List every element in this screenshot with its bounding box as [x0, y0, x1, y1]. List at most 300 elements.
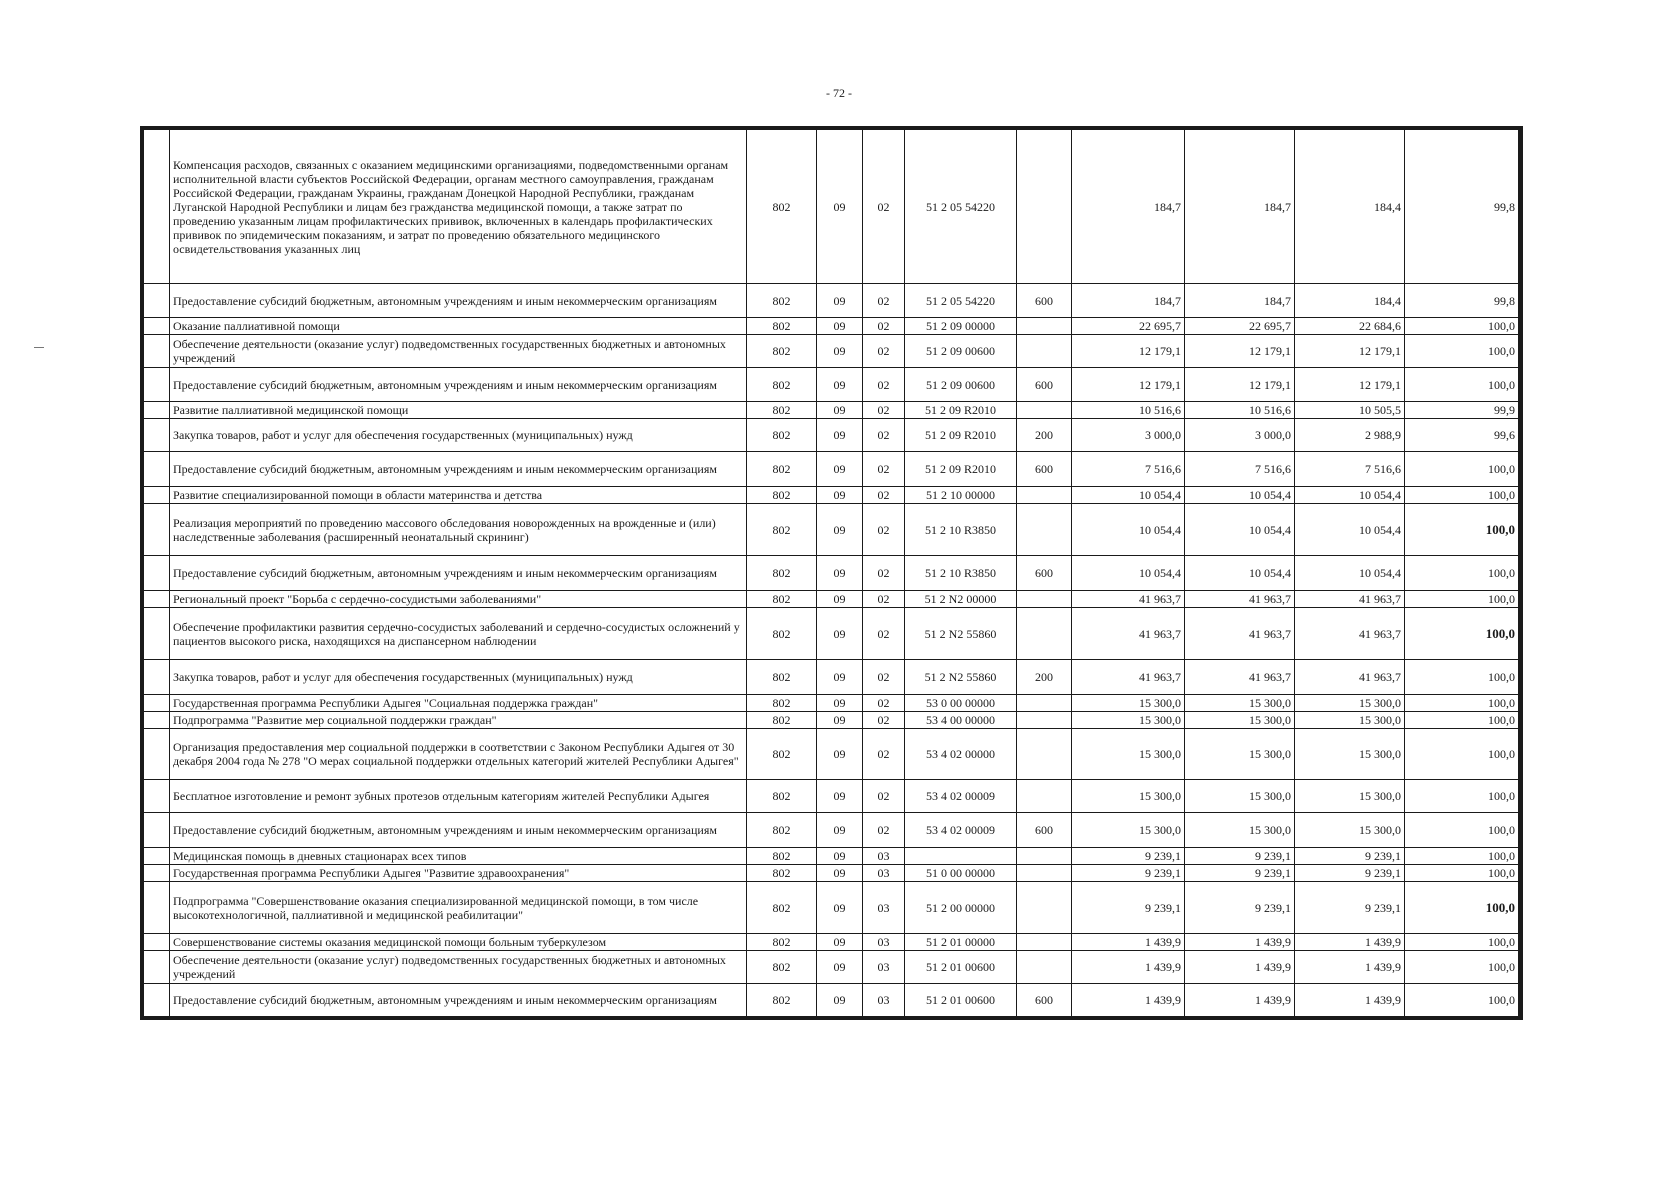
- table-row: [144, 556, 1519, 591]
- execution-percent: 100,0: [1405, 848, 1519, 865]
- grbs-code: 802: [747, 865, 817, 882]
- table-row: [144, 368, 1519, 402]
- section-code: 09: [817, 318, 863, 335]
- grbs-code: 802: [747, 780, 817, 813]
- approved-amount: 10 054,4: [1072, 556, 1185, 591]
- target-article-code: 53 4 02 00009: [905, 813, 1017, 848]
- execution-percent: 100,0: [1405, 660, 1519, 695]
- expense-type-code: 600: [1017, 452, 1072, 487]
- approved-amount: 184,7: [1072, 130, 1185, 284]
- item-name: Реализация мероприятий по проведению массового обследования новорожденных на врожденные и (или) наследственные заболевания (расширенный неонатальный скрининг): [170, 504, 747, 556]
- table-row: [144, 951, 1519, 984]
- expense-type-code: [1017, 504, 1072, 556]
- grbs-code: 802: [747, 452, 817, 487]
- approved-amount: 1 439,9: [1072, 934, 1185, 951]
- target-article-code: 51 2 05 54220: [905, 284, 1017, 318]
- row-marker-cell: [144, 487, 170, 504]
- executed-amount: 15 300,0: [1295, 780, 1405, 813]
- row-marker-cell: [144, 556, 170, 591]
- budget-table-frame: [140, 126, 1523, 1020]
- subsection-code: 02: [863, 335, 905, 368]
- grbs-code: 802: [747, 130, 817, 284]
- executed-amount: 22 684,6: [1295, 318, 1405, 335]
- executed-amount: 12 179,1: [1295, 368, 1405, 402]
- expense-type-code: [1017, 608, 1072, 660]
- grbs-code: 802: [747, 591, 817, 608]
- item-name: Развитие паллиативной медицинской помощи: [170, 402, 747, 419]
- item-name: Медицинская помощь в дневных стационарах всех типов: [170, 848, 747, 865]
- expense-type-code: [1017, 487, 1072, 504]
- section-code: 09: [817, 848, 863, 865]
- subsection-code: 02: [863, 813, 905, 848]
- section-code: 09: [817, 712, 863, 729]
- table-row: [144, 695, 1519, 712]
- table-row: [144, 335, 1519, 368]
- executed-amount: 184,4: [1295, 284, 1405, 318]
- subsection-code: 02: [863, 487, 905, 504]
- executed-amount: 184,4: [1295, 130, 1405, 284]
- refined-amount: 1 439,9: [1185, 934, 1295, 951]
- row-marker-cell: [144, 813, 170, 848]
- section-code: 09: [817, 504, 863, 556]
- target-article-code: 51 2 00 00000: [905, 882, 1017, 934]
- target-article-code: 51 2 N2 55860: [905, 608, 1017, 660]
- approved-amount: 9 239,1: [1072, 848, 1185, 865]
- margin-mark: [34, 347, 44, 348]
- row-marker-cell: [144, 660, 170, 695]
- item-name: Подпрограмма "Развитие мер социальной поддержки граждан": [170, 712, 747, 729]
- refined-amount: 7 516,6: [1185, 452, 1295, 487]
- row-marker-cell: [144, 865, 170, 882]
- refined-amount: 15 300,0: [1185, 780, 1295, 813]
- item-name: Предоставление субсидий бюджетным, автономным учреждениям и иным некоммерческим организациям: [170, 984, 747, 1017]
- executed-amount: 9 239,1: [1295, 848, 1405, 865]
- subsection-code: 02: [863, 556, 905, 591]
- refined-amount: 12 179,1: [1185, 368, 1295, 402]
- grbs-code: 802: [747, 318, 817, 335]
- table-row: [144, 504, 1519, 556]
- approved-amount: 41 963,7: [1072, 608, 1185, 660]
- grbs-code: 802: [747, 951, 817, 984]
- execution-percent: 100,0: [1405, 504, 1519, 556]
- approved-amount: 3 000,0: [1072, 419, 1185, 452]
- target-article-code: 51 2 09 00000: [905, 318, 1017, 335]
- item-name: Государственная программа Республики Адыгея "Социальная поддержка граждан": [170, 695, 747, 712]
- subsection-code: 02: [863, 729, 905, 780]
- section-code: 09: [817, 335, 863, 368]
- approved-amount: 1 439,9: [1072, 951, 1185, 984]
- expense-type-code: [1017, 865, 1072, 882]
- section-code: 09: [817, 452, 863, 487]
- approved-amount: 15 300,0: [1072, 695, 1185, 712]
- grbs-code: 802: [747, 934, 817, 951]
- section-code: 09: [817, 419, 863, 452]
- row-marker-cell: [144, 712, 170, 729]
- target-article-code: 53 4 02 00009: [905, 780, 1017, 813]
- expense-type-code: 200: [1017, 660, 1072, 695]
- approved-amount: 10 516,6: [1072, 402, 1185, 419]
- expense-type-code: [1017, 402, 1072, 419]
- approved-amount: 7 516,6: [1072, 452, 1185, 487]
- target-article-code: 51 2 10 R3850: [905, 504, 1017, 556]
- table-row: [144, 419, 1519, 452]
- executed-amount: 1 439,9: [1295, 984, 1405, 1017]
- refined-amount: 22 695,7: [1185, 318, 1295, 335]
- executed-amount: 10 054,4: [1295, 556, 1405, 591]
- item-name: Обеспечение деятельности (оказание услуг) подведомственных государственных бюджетных и автономных учреждений: [170, 951, 747, 984]
- expense-type-code: [1017, 318, 1072, 335]
- grbs-code: 802: [747, 419, 817, 452]
- execution-percent: 99,8: [1405, 284, 1519, 318]
- execution-percent: 100,0: [1405, 591, 1519, 608]
- row-marker-cell: [144, 984, 170, 1017]
- executed-amount: 1 439,9: [1295, 934, 1405, 951]
- refined-amount: 41 963,7: [1185, 608, 1295, 660]
- item-name: Предоставление субсидий бюджетным, автономным учреждениям и иным некоммерческим организациям: [170, 452, 747, 487]
- item-name: Региональный проект "Борьба с сердечно-сосудистыми заболеваниями": [170, 591, 747, 608]
- approved-amount: 12 179,1: [1072, 368, 1185, 402]
- execution-percent: 100,0: [1405, 556, 1519, 591]
- subsection-code: 03: [863, 934, 905, 951]
- subsection-code: 02: [863, 608, 905, 660]
- row-marker-cell: [144, 284, 170, 318]
- table-row: [144, 608, 1519, 660]
- execution-percent: 100,0: [1405, 984, 1519, 1017]
- row-marker-cell: [144, 452, 170, 487]
- approved-amount: 41 963,7: [1072, 591, 1185, 608]
- table-row: [144, 591, 1519, 608]
- target-article-code: 51 2 N2 55860: [905, 660, 1017, 695]
- item-name: Предоставление субсидий бюджетным, автономным учреждениям и иным некоммерческим организациям: [170, 368, 747, 402]
- section-code: 09: [817, 813, 863, 848]
- executed-amount: 41 963,7: [1295, 591, 1405, 608]
- execution-percent: 99,6: [1405, 419, 1519, 452]
- expense-type-code: [1017, 335, 1072, 368]
- refined-amount: 15 300,0: [1185, 729, 1295, 780]
- executed-amount: 10 054,4: [1295, 504, 1405, 556]
- table-row: [144, 813, 1519, 848]
- refined-amount: 184,7: [1185, 284, 1295, 318]
- table-row: [144, 729, 1519, 780]
- expense-type-code: [1017, 130, 1072, 284]
- section-code: 09: [817, 951, 863, 984]
- approved-amount: 9 239,1: [1072, 865, 1185, 882]
- expense-type-code: [1017, 951, 1072, 984]
- execution-percent: 100,0: [1405, 712, 1519, 729]
- executed-amount: 15 300,0: [1295, 695, 1405, 712]
- table-row: [144, 865, 1519, 882]
- subsection-code: 03: [863, 865, 905, 882]
- item-name: Государственная программа Республики Адыгея "Развитие здравоохранения": [170, 865, 747, 882]
- refined-amount: 9 239,1: [1185, 865, 1295, 882]
- grbs-code: 802: [747, 729, 817, 780]
- item-name: Бесплатное изготовление и ремонт зубных протезов отдельным категориям жителей Республики Адыгея: [170, 780, 747, 813]
- row-marker-cell: [144, 882, 170, 934]
- target-article-code: 51 0 00 00000: [905, 865, 1017, 882]
- execution-percent: 100,0: [1405, 780, 1519, 813]
- refined-amount: 41 963,7: [1185, 660, 1295, 695]
- refined-amount: 15 300,0: [1185, 712, 1295, 729]
- approved-amount: 10 054,4: [1072, 487, 1185, 504]
- grbs-code: 802: [747, 882, 817, 934]
- target-article-code: 51 2 10 R3850: [905, 556, 1017, 591]
- approved-amount: 1 439,9: [1072, 984, 1185, 1017]
- target-article-code: 53 4 00 00000: [905, 712, 1017, 729]
- item-name: Оказание паллиативной помощи: [170, 318, 747, 335]
- subsection-code: 02: [863, 130, 905, 284]
- approved-amount: 15 300,0: [1072, 780, 1185, 813]
- section-code: 09: [817, 130, 863, 284]
- target-article-code: 51 2 01 00600: [905, 951, 1017, 984]
- execution-percent: 100,0: [1405, 934, 1519, 951]
- budget-rows: [144, 130, 1519, 1017]
- budget-table: [143, 129, 1519, 1017]
- subsection-code: 02: [863, 695, 905, 712]
- item-name: Компенсация расходов, связанных с оказанием медицинскими организациями, подведомственными органам исполнительной власти субъектов Российской Федерации, органам местного самоуправления, гражданам Российской Федерации, гражданам Украины, гражданам Донецкой Народной Республики, гражданам Луганской Народной Республики и лицам без гражданства медицинской помощи, а также затрат по проведению указанным лицам профилактических прививок, включенных в календарь профилактических прививок по эпидемическим показаниям, и затрат по проведению обязательного медицинского освидетельствования указанных лиц: [170, 130, 747, 284]
- refined-amount: 1 439,9: [1185, 951, 1295, 984]
- grbs-code: 802: [747, 712, 817, 729]
- section-code: 09: [817, 729, 863, 780]
- row-marker-cell: [144, 318, 170, 335]
- execution-percent: 99,9: [1405, 402, 1519, 419]
- item-name: Развитие специализированной помощи в области материнства и детства: [170, 487, 747, 504]
- execution-percent: 100,0: [1405, 335, 1519, 368]
- expense-type-code: [1017, 695, 1072, 712]
- approved-amount: 184,7: [1072, 284, 1185, 318]
- row-marker-cell: [144, 335, 170, 368]
- subsection-code: 02: [863, 660, 905, 695]
- table-row: [144, 487, 1519, 504]
- execution-percent: 100,0: [1405, 729, 1519, 780]
- subsection-code: 03: [863, 848, 905, 865]
- table-row: [144, 780, 1519, 813]
- item-name: Предоставление субсидий бюджетным, автономным учреждениям и иным некоммерческим организациям: [170, 813, 747, 848]
- subsection-code: 02: [863, 368, 905, 402]
- row-marker-cell: [144, 368, 170, 402]
- execution-percent: 100,0: [1405, 608, 1519, 660]
- section-code: 09: [817, 660, 863, 695]
- table-row: [144, 660, 1519, 695]
- executed-amount: 10 054,4: [1295, 487, 1405, 504]
- row-marker-cell: [144, 419, 170, 452]
- section-code: 09: [817, 780, 863, 813]
- grbs-code: 802: [747, 813, 817, 848]
- section-code: 09: [817, 934, 863, 951]
- subsection-code: 03: [863, 951, 905, 984]
- expense-type-code: 600: [1017, 813, 1072, 848]
- section-code: 09: [817, 865, 863, 882]
- item-name: Совершенствование системы оказания медицинской помощи больным туберкулезом: [170, 934, 747, 951]
- execution-percent: 100,0: [1405, 865, 1519, 882]
- approved-amount: 15 300,0: [1072, 813, 1185, 848]
- grbs-code: 802: [747, 660, 817, 695]
- executed-amount: 15 300,0: [1295, 813, 1405, 848]
- section-code: 09: [817, 284, 863, 318]
- approved-amount: 22 695,7: [1072, 318, 1185, 335]
- table-row: [144, 318, 1519, 335]
- item-name: Организация предоставления мер социальной поддержки в соответствии с Законом Республики Адыгея от 30 декабря 2004 года № 278 "О мерах социальной поддержки отдельных категорий жителей Республики Адыгея": [170, 729, 747, 780]
- refined-amount: 9 239,1: [1185, 882, 1295, 934]
- refined-amount: 1 439,9: [1185, 984, 1295, 1017]
- table-row: [144, 402, 1519, 419]
- target-article-code: 53 0 00 00000: [905, 695, 1017, 712]
- item-name: Закупка товаров, работ и услуг для обеспечения государственных (муниципальных) нужд: [170, 660, 747, 695]
- refined-amount: 9 239,1: [1185, 848, 1295, 865]
- row-marker-cell: [144, 780, 170, 813]
- executed-amount: 1 439,9: [1295, 951, 1405, 984]
- expense-type-code: 200: [1017, 419, 1072, 452]
- row-marker-cell: [144, 729, 170, 780]
- expense-type-code: [1017, 934, 1072, 951]
- section-code: 09: [817, 882, 863, 934]
- refined-amount: 15 300,0: [1185, 813, 1295, 848]
- grbs-code: 802: [747, 487, 817, 504]
- section-code: 09: [817, 487, 863, 504]
- expense-type-code: [1017, 848, 1072, 865]
- target-article-code: 51 2 N2 00000: [905, 591, 1017, 608]
- grbs-code: 802: [747, 284, 817, 318]
- row-marker-cell: [144, 402, 170, 419]
- table-row: [144, 984, 1519, 1017]
- expense-type-code: [1017, 591, 1072, 608]
- approved-amount: 41 963,7: [1072, 660, 1185, 695]
- section-code: 09: [817, 368, 863, 402]
- executed-amount: 10 505,5: [1295, 402, 1405, 419]
- item-name: Предоставление субсидий бюджетным, автономным учреждениям и иным некоммерческим организациям: [170, 556, 747, 591]
- section-code: 09: [817, 591, 863, 608]
- grbs-code: 802: [747, 848, 817, 865]
- item-name: Подпрограмма "Совершенствование оказания специализированной медицинской помощи, в том числе высокотехнологичной, паллиативной и медицинской реабилитации": [170, 882, 747, 934]
- executed-amount: 15 300,0: [1295, 729, 1405, 780]
- table-row: [144, 882, 1519, 934]
- approved-amount: 10 054,4: [1072, 504, 1185, 556]
- item-name: Обеспечение профилактики развития сердечно-сосудистых заболеваний и сердечно-сосудистых осложнений у пациентов высокого риска, находящихся на диспансерном наблюдении: [170, 608, 747, 660]
- section-code: 09: [817, 402, 863, 419]
- executed-amount: 9 239,1: [1295, 865, 1405, 882]
- execution-percent: 100,0: [1405, 695, 1519, 712]
- grbs-code: 802: [747, 608, 817, 660]
- grbs-code: 802: [747, 402, 817, 419]
- grbs-code: 802: [747, 335, 817, 368]
- execution-percent: 99,8: [1405, 130, 1519, 284]
- table-row: [144, 452, 1519, 487]
- subsection-code: 03: [863, 984, 905, 1017]
- expense-type-code: 600: [1017, 284, 1072, 318]
- item-name: Обеспечение деятельности (оказание услуг) подведомственных государственных бюджетных и автономных учреждений: [170, 335, 747, 368]
- refined-amount: 184,7: [1185, 130, 1295, 284]
- row-marker-cell: [144, 608, 170, 660]
- item-name: Предоставление субсидий бюджетным, автономным учреждениям и иным некоммерческим организациям: [170, 284, 747, 318]
- target-article-code: [905, 848, 1017, 865]
- approved-amount: 15 300,0: [1072, 712, 1185, 729]
- refined-amount: 41 963,7: [1185, 591, 1295, 608]
- execution-percent: 100,0: [1405, 318, 1519, 335]
- execution-percent: 100,0: [1405, 813, 1519, 848]
- target-article-code: 51 2 09 R2010: [905, 419, 1017, 452]
- refined-amount: 12 179,1: [1185, 335, 1295, 368]
- target-article-code: 51 2 09 00600: [905, 335, 1017, 368]
- row-marker-cell: [144, 951, 170, 984]
- subsection-code: 02: [863, 284, 905, 318]
- expense-type-code: [1017, 712, 1072, 729]
- execution-percent: 100,0: [1405, 452, 1519, 487]
- executed-amount: 2 988,9: [1295, 419, 1405, 452]
- executed-amount: 41 963,7: [1295, 660, 1405, 695]
- subsection-code: 02: [863, 591, 905, 608]
- approved-amount: 12 179,1: [1072, 335, 1185, 368]
- grbs-code: 802: [747, 695, 817, 712]
- execution-percent: 100,0: [1405, 487, 1519, 504]
- section-code: 09: [817, 608, 863, 660]
- grbs-code: 802: [747, 504, 817, 556]
- target-article-code: 51 2 10 00000: [905, 487, 1017, 504]
- refined-amount: 10 054,4: [1185, 487, 1295, 504]
- expense-type-code: [1017, 780, 1072, 813]
- table-row: [144, 130, 1519, 284]
- subsection-code: 02: [863, 419, 905, 452]
- target-article-code: 51 2 01 00000: [905, 934, 1017, 951]
- subsection-code: 02: [863, 712, 905, 729]
- row-marker-cell: [144, 934, 170, 951]
- expense-type-code: [1017, 882, 1072, 934]
- row-marker-cell: [144, 591, 170, 608]
- subsection-code: 02: [863, 402, 905, 419]
- subsection-code: 03: [863, 882, 905, 934]
- subsection-code: 02: [863, 504, 905, 556]
- expense-type-code: 600: [1017, 368, 1072, 402]
- subsection-code: 02: [863, 780, 905, 813]
- table-row: [144, 712, 1519, 729]
- refined-amount: 10 054,4: [1185, 556, 1295, 591]
- page-number: - 72 -: [826, 86, 852, 100]
- table-row: [144, 848, 1519, 865]
- section-code: 09: [817, 695, 863, 712]
- subsection-code: 02: [863, 318, 905, 335]
- expense-type-code: 600: [1017, 984, 1072, 1017]
- section-code: 09: [817, 556, 863, 591]
- grbs-code: 802: [747, 368, 817, 402]
- row-marker-cell: [144, 130, 170, 284]
- execution-percent: 100,0: [1405, 882, 1519, 934]
- target-article-code: 51 2 01 00600: [905, 984, 1017, 1017]
- target-article-code: 51 2 09 R2010: [905, 402, 1017, 419]
- grbs-code: 802: [747, 984, 817, 1017]
- grbs-code: 802: [747, 556, 817, 591]
- executed-amount: 41 963,7: [1295, 608, 1405, 660]
- target-article-code: 53 4 02 00000: [905, 729, 1017, 780]
- execution-percent: 100,0: [1405, 951, 1519, 984]
- expense-type-code: 600: [1017, 556, 1072, 591]
- row-marker-cell: [144, 848, 170, 865]
- section-code: 09: [817, 984, 863, 1017]
- row-marker-cell: [144, 504, 170, 556]
- approved-amount: 9 239,1: [1072, 882, 1185, 934]
- item-name: Закупка товаров, работ и услуг для обеспечения государственных (муниципальных) нужд: [170, 419, 747, 452]
- approved-amount: 15 300,0: [1072, 729, 1185, 780]
- subsection-code: 02: [863, 452, 905, 487]
- row-marker-cell: [144, 695, 170, 712]
- table-row: [144, 934, 1519, 951]
- refined-amount: 10 516,6: [1185, 402, 1295, 419]
- executed-amount: 15 300,0: [1295, 712, 1405, 729]
- target-article-code: 51 2 09 00600: [905, 368, 1017, 402]
- refined-amount: 3 000,0: [1185, 419, 1295, 452]
- execution-percent: 100,0: [1405, 368, 1519, 402]
- refined-amount: 15 300,0: [1185, 695, 1295, 712]
- table-row: [144, 284, 1519, 318]
- target-article-code: 51 2 09 R2010: [905, 452, 1017, 487]
- executed-amount: 9 239,1: [1295, 882, 1405, 934]
